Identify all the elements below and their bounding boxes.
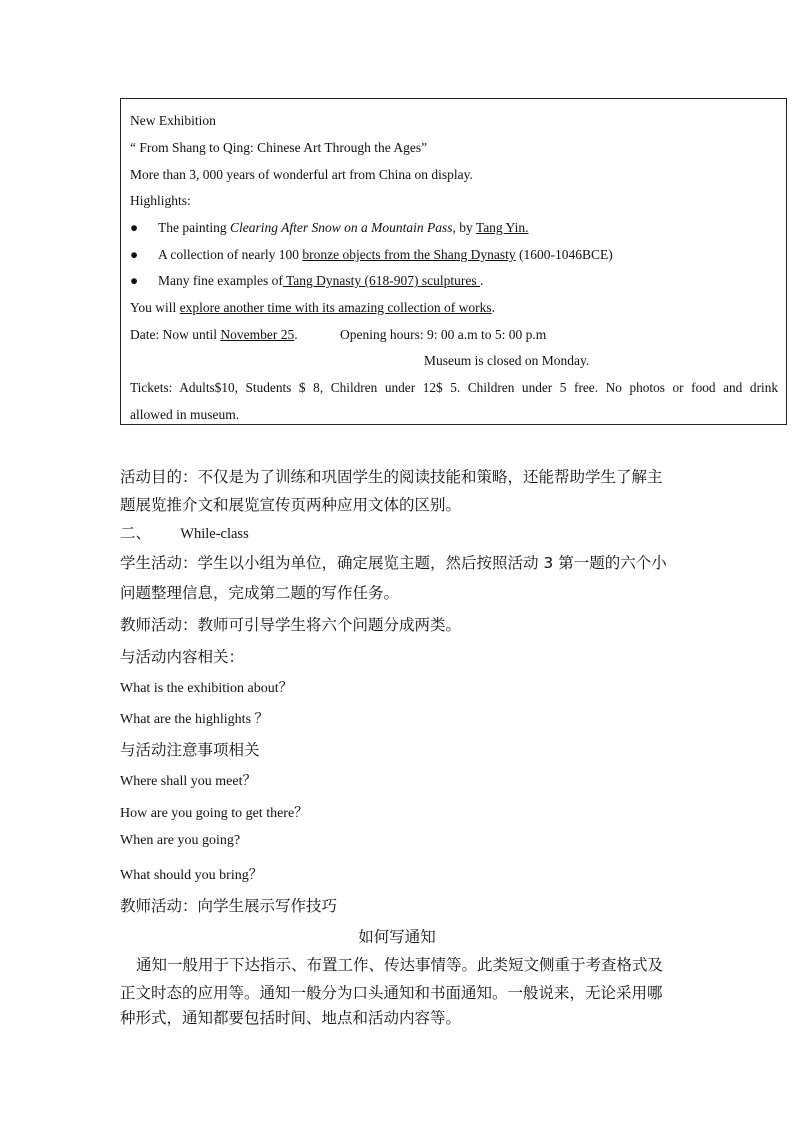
exhibition-notice-box xyxy=(120,98,787,425)
question-1: What is the exhibition about？ xyxy=(120,681,293,696)
sculptures-text: Tang Dynasty (618-907) sculptures xyxy=(282,273,480,288)
opening-hours: Opening hours: 9: 00 a.m to 5: 00 p.m xyxy=(340,327,547,342)
related-notes-label: 与活动注意事项相关 xyxy=(120,741,260,759)
section-title: While-class xyxy=(180,526,249,542)
notice-subtitle: “ From Shang to Qing: Chinese Art Through the Ages” xyxy=(130,140,428,155)
highlights-label: Highlights: xyxy=(130,193,191,208)
tickets-line: Tickets: Adults$10, Students $ 8, Children under 12$ 5. Children under 5 free. No photos or food and drink xyxy=(130,380,778,395)
section-heading xyxy=(120,521,249,543)
bullet-icon: ● xyxy=(130,220,139,235)
bronze-objects-text: bronze objects from the Shang Dynasty xyxy=(302,247,516,262)
section-number: 二、 xyxy=(120,524,152,542)
closed-notice: Museum is closed on Monday. xyxy=(424,353,590,368)
explore-line: You will explore another time with its amazing collection of works. xyxy=(130,300,495,315)
purpose-line-2: 题展览推介文和展览宣传页两种应用文体的区别。 xyxy=(120,496,462,514)
question-2: What are the highlights ？ xyxy=(120,712,269,727)
date-line: Date: Now until November 25. Opening hours: 9: 00 a.m to 5: 00 p.m xyxy=(130,327,547,342)
student-activity-line-1: 学生活动：学生以小组为单位，确定展览主题，然后按照活动 3 第一题的六个小 xyxy=(120,554,667,572)
paragraph-line-2: 正文时态的应用等。通知一般分为口头通知和书面通知。一般说来，无论采用哪 xyxy=(120,984,663,1002)
date-text: November 25 xyxy=(220,327,295,342)
question-6: What should you bring？ xyxy=(120,868,263,883)
teacher-activity-1: 教师活动：教师可引导学生将六个问题分成两类。 xyxy=(120,616,462,634)
tickets-line-2: allowed in museum. xyxy=(130,407,240,422)
artist-name: Tang Yin. xyxy=(475,220,529,235)
purpose-line-1: 活动目的：不仅是为了训练和巩固学生的阅读技能和策略，还能帮助学生了解主 xyxy=(120,468,663,486)
explore-text: explore another time with its amazing collection of works xyxy=(179,300,492,315)
notice-intro: More than 3, 000 years of wonderful art from China on display. xyxy=(130,167,473,182)
paragraph-line-1: 通知一般用于下达指示、布置工作、传达事情等。此类短文侧重于考查格式及 xyxy=(136,956,664,974)
paragraph-line-3: 种形式，通知都要包括时间、地点和活动内容等。 xyxy=(120,1009,462,1027)
question-3: Where shall you meet？ xyxy=(120,774,257,789)
student-activity-line-2: 问题整理信息，完成第二题的写作任务。 xyxy=(120,584,400,602)
related-content-label: 与活动内容相关： xyxy=(120,648,245,666)
teacher-activity-2: 教师活动：向学生展示写作技巧 xyxy=(120,897,338,915)
highlight-item-bronze: ● A collection of nearly 100 bronze objects from the Shang Dynasty (1600-1046BCE) xyxy=(130,247,613,262)
notice-title: New Exhibition xyxy=(130,113,216,128)
painting-title: Clearing After Snow on a Mountain Pass xyxy=(229,220,453,235)
question-4: How are you going to get there？ xyxy=(120,806,309,821)
highlight-item-sculptures: ● Many fine examples of Tang Dynasty (618-907) sculptures . xyxy=(130,273,484,288)
bullet-icon: ● xyxy=(130,247,139,262)
section-title-how-to-write-notice: 如何写通知 xyxy=(358,928,436,946)
bullet-icon: ● xyxy=(130,273,139,288)
question-5: When are you going? xyxy=(120,833,241,848)
highlight-item-painting: ● The painting Clearing After Snow on a Mountain Pass, by Tang Yin. xyxy=(130,220,529,235)
